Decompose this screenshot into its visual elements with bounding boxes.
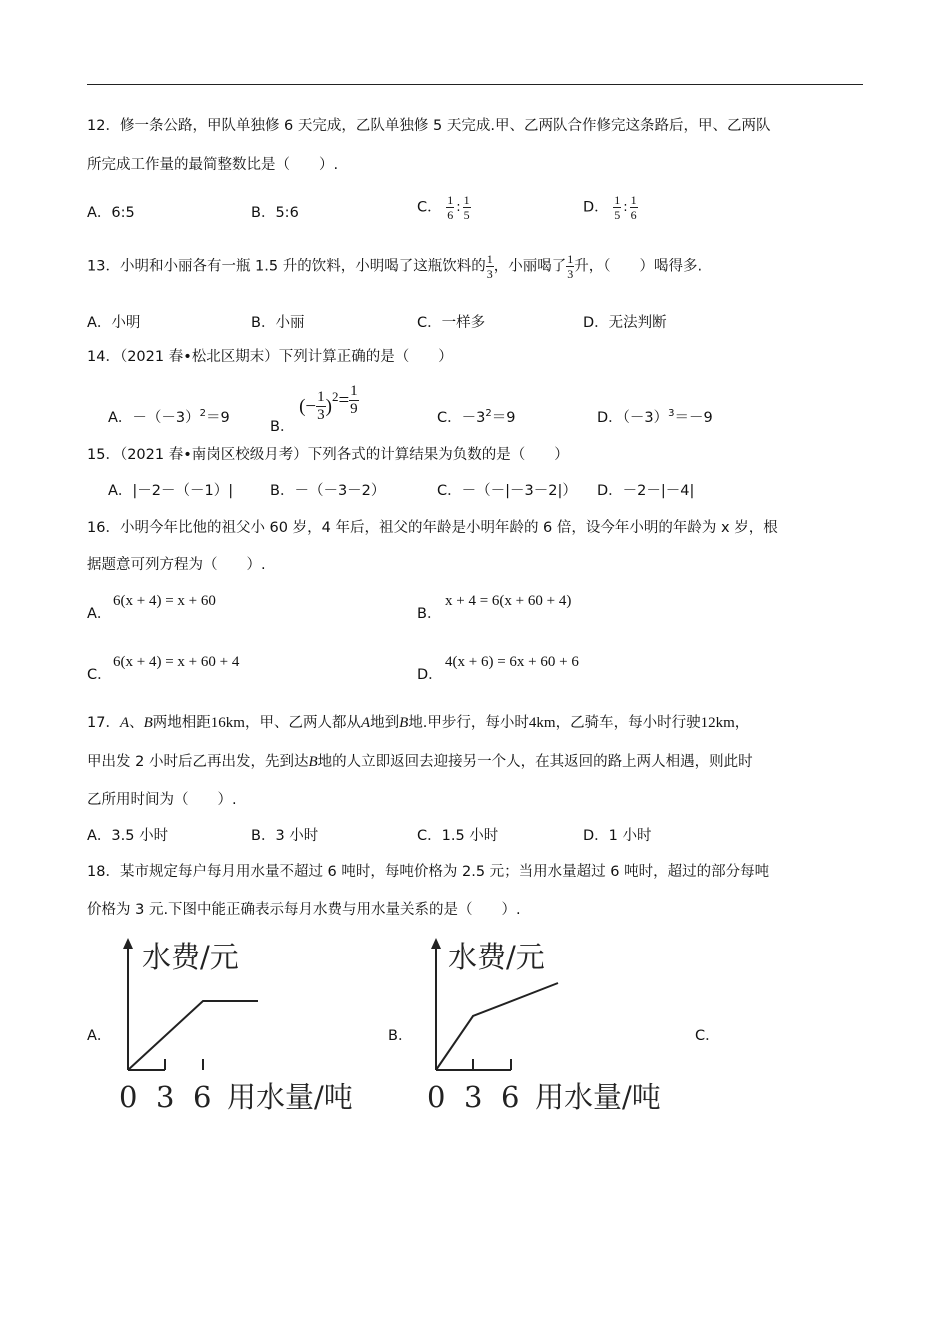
option-text: 6:5 (111, 205, 135, 221)
tick-label-0: 0 (119, 1080, 138, 1114)
q12-option-d[interactable] (583, 194, 638, 221)
q15-option-d[interactable]: D．－2－|－4| (597, 483, 695, 499)
q16-option-a-equation: 6(x + 4) = x + 60 (113, 593, 216, 609)
q17-option-b[interactable]: B．3 小时 (251, 828, 319, 844)
q14-option-c[interactable]: C．$-3^2=9$ (437, 408, 516, 426)
option-label: B． (251, 205, 276, 221)
tick-label-3: 3 (156, 1080, 175, 1114)
fraction: $\frac{1}{3}$ (567, 252, 574, 281)
q17-option-c[interactable]: C．1.5 小时 (417, 828, 499, 844)
q18-option-c-label[interactable]: C． (695, 1028, 720, 1044)
q16-option-c-equation: 6(x + 4) = x + 60 + 4 (113, 654, 240, 670)
q17-option-d[interactable]: D．1 小时 (583, 828, 652, 844)
fraction: $\frac{1}{6}$ (630, 193, 637, 222)
q15-option-b[interactable]: B．－（－3－2） (270, 483, 386, 499)
q18-option-a-label[interactable]: A． (87, 1028, 112, 1044)
q12-stem-line1: 12．修一条公路，甲队单独修 6 天完成，乙队单独修 5 天完成.甲、乙两队合作修完这条路后，甲、乙两队 (87, 118, 771, 134)
stem-text: ，小丽喝了 (493, 258, 567, 275)
q17-stem-line1: 17．A、B两地相距16km，甲、乙两人都从A地到B地.甲步行，每小时4km，乙骑车，每小时行驶12km， (87, 715, 750, 731)
q12-stem-line2: 所完成工作量的最简整数比是（ ）. (87, 157, 339, 173)
q18-graph-a (110, 935, 380, 1115)
q16-option-a-label[interactable]: A． (87, 606, 112, 622)
fraction: $\frac{1}{9}$ (350, 383, 358, 417)
power-expression: ( − $\frac{1}{3}$ ) $^2$ = $\frac{1}{9}$ (299, 383, 358, 423)
q13-option-d[interactable]: D．无法判断 (583, 315, 667, 331)
fraction: $\frac{1}{6}$ (447, 193, 454, 222)
q14-option-a[interactable]: A．$-(-3)^2=9$ (108, 408, 230, 426)
x-axis-label: 用水量/吨 (535, 1080, 661, 1114)
ratio-expression (613, 194, 637, 221)
fraction: $\frac{1}{5}$ (463, 193, 470, 222)
q15-stem: 15．（2021 春•南岗区校级月考）下列各式的计算结果为负数的是（ ） (87, 447, 569, 463)
q14-option-d[interactable]: D．$(-3)^3=-9$ (597, 408, 713, 426)
q17-stem-line3: 乙所用时间为（ ）. (87, 792, 237, 808)
q17-stem-line2: 甲出发 2 小时后乙再出发，先到达B地的人立即返回去迎接另一个人，在其返回的路上两人相遇，则此时 (87, 754, 753, 770)
q18-option-b-label[interactable]: B． (388, 1028, 413, 1044)
q12-option-b[interactable] (251, 206, 299, 221)
option-label: D． (583, 199, 609, 216)
q16-option-d-equation: 4(x + 6) = 6x + 60 + 6 (445, 654, 579, 670)
q13-stem (87, 253, 702, 280)
y-axis-arrow-icon (431, 938, 441, 949)
q15-option-c[interactable]: C．－（－|－3－2|） (437, 483, 577, 499)
q14-option-b[interactable]: B． ( − $\frac{1}{3}$ ) $^2$ = $\frac{1}{9}$ (270, 383, 358, 435)
q16-option-c-label[interactable]: C． (87, 667, 112, 683)
q18-stem-line2: 价格为 3 元.下图中能正确表示每月水费与用水量关系的是（ ）. (87, 902, 521, 918)
y-axis-label: 水费/元 (448, 940, 545, 974)
fraction: $\frac{1}{3}$ (486, 252, 493, 281)
fraction: $\frac{1}{3}$ (317, 389, 325, 423)
q16-option-b-equation: x + 4 = 6(x + 60 + 4) (445, 593, 572, 609)
tick-label-0: 0 (427, 1080, 446, 1114)
tick-label-6: 6 (501, 1080, 520, 1114)
q16-option-d-label[interactable]: D． (417, 667, 443, 683)
fraction: $\frac{1}{5}$ (614, 193, 621, 222)
q17-option-a[interactable]: A．3.5 小时 (87, 828, 169, 844)
q16-option-b-label[interactable]: B． (417, 606, 442, 622)
colon: : (623, 200, 628, 215)
q15-option-a[interactable]: A．|－2－（－1）| (108, 483, 234, 499)
q16-stem-line2: 据题意可列方程为（ ）. (87, 557, 266, 573)
option-label: A． (87, 205, 112, 221)
graph-line (128, 1001, 258, 1070)
x-axis-label: 用水量/吨 (227, 1080, 353, 1114)
q18-graph-b (418, 935, 693, 1115)
y-axis-label: 水费/元 (142, 940, 239, 974)
ratio-expression (446, 194, 470, 221)
q13-option-b[interactable]: B．小丽 (251, 315, 305, 331)
q14-stem: 14．（2021 春•松北区期末）下列计算正确的是（ ） (87, 349, 453, 365)
y-axis-arrow-icon (123, 938, 133, 949)
q16-stem-line1: 16．小明今年比他的祖父小 60 岁，4 年后，祖父的年龄是小明年龄的 6 倍，设今年小明的年龄为 x 岁，根 (87, 520, 778, 536)
tick-label-6: 6 (193, 1080, 212, 1114)
option-text: 5:6 (275, 205, 299, 221)
q18-stem-line1: 18．某市规定每户每月用水量不超过 6 吨时，每吨价格为 2.5 元；当用水量超过 6 吨时，超过的部分每吨 (87, 864, 770, 880)
q13-option-c[interactable]: C．一样多 (417, 315, 486, 331)
q12-option-c[interactable] (417, 194, 471, 221)
stem-text: 13．小明和小丽各有一瓶 1.5 升的饮料，小明喝了这瓶饮料的 (87, 258, 486, 275)
stem-text: 升，（ ）喝得多. (574, 258, 703, 275)
tick-label-3: 3 (464, 1080, 483, 1114)
header-rule (87, 84, 863, 85)
colon: : (456, 200, 461, 215)
option-label: C． (417, 199, 442, 216)
q12-option-a[interactable] (87, 206, 135, 221)
graph-line (436, 983, 558, 1070)
q13-option-a[interactable]: A．小明 (87, 315, 141, 331)
